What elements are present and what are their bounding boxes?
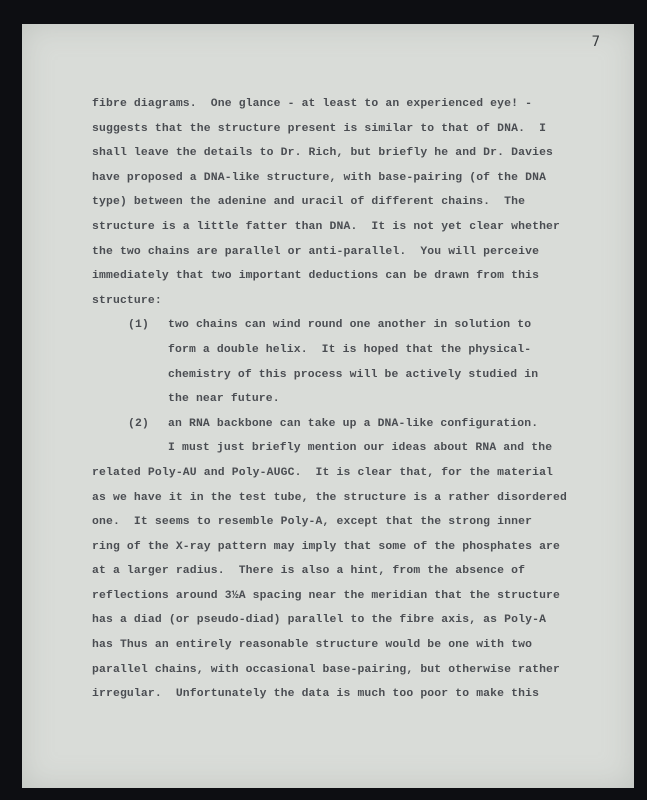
- text-line: as we have it in the test tube, the structure is a rather disordered: [92, 491, 568, 504]
- text-line: at a larger radius. There is also a hint, from the absence of: [92, 565, 526, 578]
- text-line: an RNA backbone can take up a DNA-like configuration.: [168, 417, 539, 430]
- paragraph-1: [92, 92, 612, 313]
- text-line: structure is a little fatter than DNA. It is not yet clear whether: [92, 220, 561, 233]
- text-line: has a diad (or pseudo-diad) parallel to the fibre axis, as Poly-A: [92, 614, 547, 627]
- list-item-number: (2): [128, 417, 149, 430]
- text-line: the two chains are parallel or anti-parallel. You will perceive: [92, 245, 540, 258]
- document-page: [22, 24, 634, 788]
- text-line: reflections around 3½A spacing near the meridian that the structure: [92, 589, 561, 602]
- text-line: the near future.: [168, 393, 280, 406]
- list-item-number: (1): [128, 319, 149, 332]
- text-line: shall leave the details to Dr. Rich, but briefly he and Dr. Davies: [92, 147, 554, 160]
- list-item-2: [92, 412, 612, 437]
- text-line: ring of the X-ray pattern may imply that some of the phosphates are: [92, 540, 561, 553]
- text-line: I must just briefly mention our ideas about RNA and the: [168, 442, 553, 455]
- text-line: structure:: [92, 294, 162, 307]
- list-item-body: [168, 412, 612, 437]
- list-item-1: [92, 313, 612, 411]
- text-line: fibre diagrams. One glance - at least to an experienced eye! -: [92, 98, 533, 110]
- text-line: have proposed a DNA-like structure, with base-pairing (of the DNA: [92, 171, 547, 184]
- text-line: chemistry of this process will be actively studied in: [168, 368, 539, 381]
- text-line: form a double helix. It is hoped that the physical-: [168, 343, 532, 356]
- paragraph-2: [92, 436, 612, 707]
- text-line: related Poly-AU and Poly-AUGC. It is clear that, for the material: [92, 466, 554, 479]
- text-line: one. It seems to resemble Poly-A, except that the strong inner: [92, 516, 533, 529]
- text-line: two chains can wind round one another in solution to: [168, 319, 532, 332]
- text-line: irregular. Unfortunately the data is much too poor to make this: [92, 688, 540, 701]
- text-line: suggests that the structure present is similar to that of DNA. I: [92, 122, 547, 135]
- text-line: has Thus an entirely reasonable structure would be one with two: [92, 639, 533, 652]
- text-line: parallel chains, with occasional base-pairing, but otherwise rather: [92, 663, 561, 676]
- text-line: type) between the adenine and uracil of different chains. The: [92, 196, 526, 209]
- page-number: 7: [591, 34, 600, 50]
- list-item-body: [168, 313, 612, 411]
- text-line: immediately that two important deductions can be drawn from this: [92, 270, 540, 283]
- document-body: [92, 92, 612, 707]
